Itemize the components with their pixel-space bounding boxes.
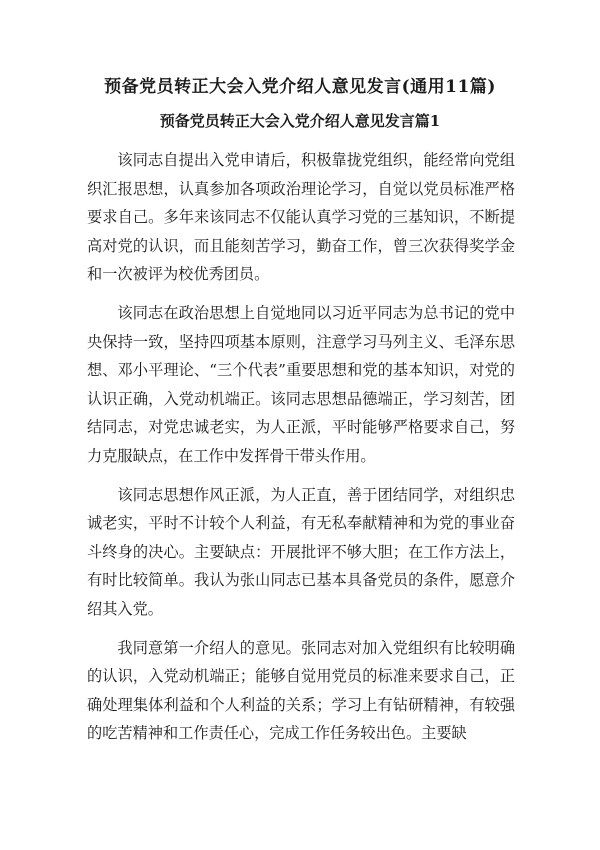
paragraph-1: 该同志自提出入党申请后，积极靠拢党组织，能经常向党组织汇报思想，认真参加各项政治理论学习，自觉以党员标准严格要求自己。多年来该同志不仅能认真学习党的三基知识，不断提高对党的认识，而且能刻苦学习，勤奋工作，曾三次获得奖学金和一次被评为校优秀团员。 xyxy=(87,151,515,284)
section-subtitle: 预备党员转正大会入党介绍人意见发言篇1 xyxy=(159,112,441,130)
document-body xyxy=(87,146,515,758)
paragraph-4: 我同意第一介绍人的意见。张同志对加入党组织有比较明确的认识，入党动机端正；能够自觉用党员的标准来要求自己，正确处理集体利益和个人利益的关系；学习上有钻研精神，有较强的吃苦精神和工作责任心，完成工作任务较出色。主要缺 xyxy=(87,638,515,743)
paragraph-3: 该同志思想作风正派，为人正直，善于团结同学，对组织忠诚老实，平时不计较个人利益，有无私奉献精神和为党的事业奋斗终身的决心。主要缺点：开展批评不够大胆；在工作方法上，有时比较简单。我认为张山同志已基本具备党员的条件，愿意介绍其入党。 xyxy=(87,485,515,618)
document-title: 预备党员转正大会入党介绍人意见发言(通用11篇) xyxy=(104,77,496,97)
paragraph-2: 该同志在政治思想上自觉地同以习近平同志为总书记的党中央保持一致，坚持四项基本原则，注意学习马列主义、毛泽东思想、邓小平理论、“三个代表”重要思想和党的基本知识，对党的认识正确，入党动机端正。该同志思想品德端正，学习刻苦，团结同志，对党忠诚老实，为人正派，平时能够严格要求自己，努力克服缺点，在工作中发挥骨干带头作用。 xyxy=(87,303,515,465)
